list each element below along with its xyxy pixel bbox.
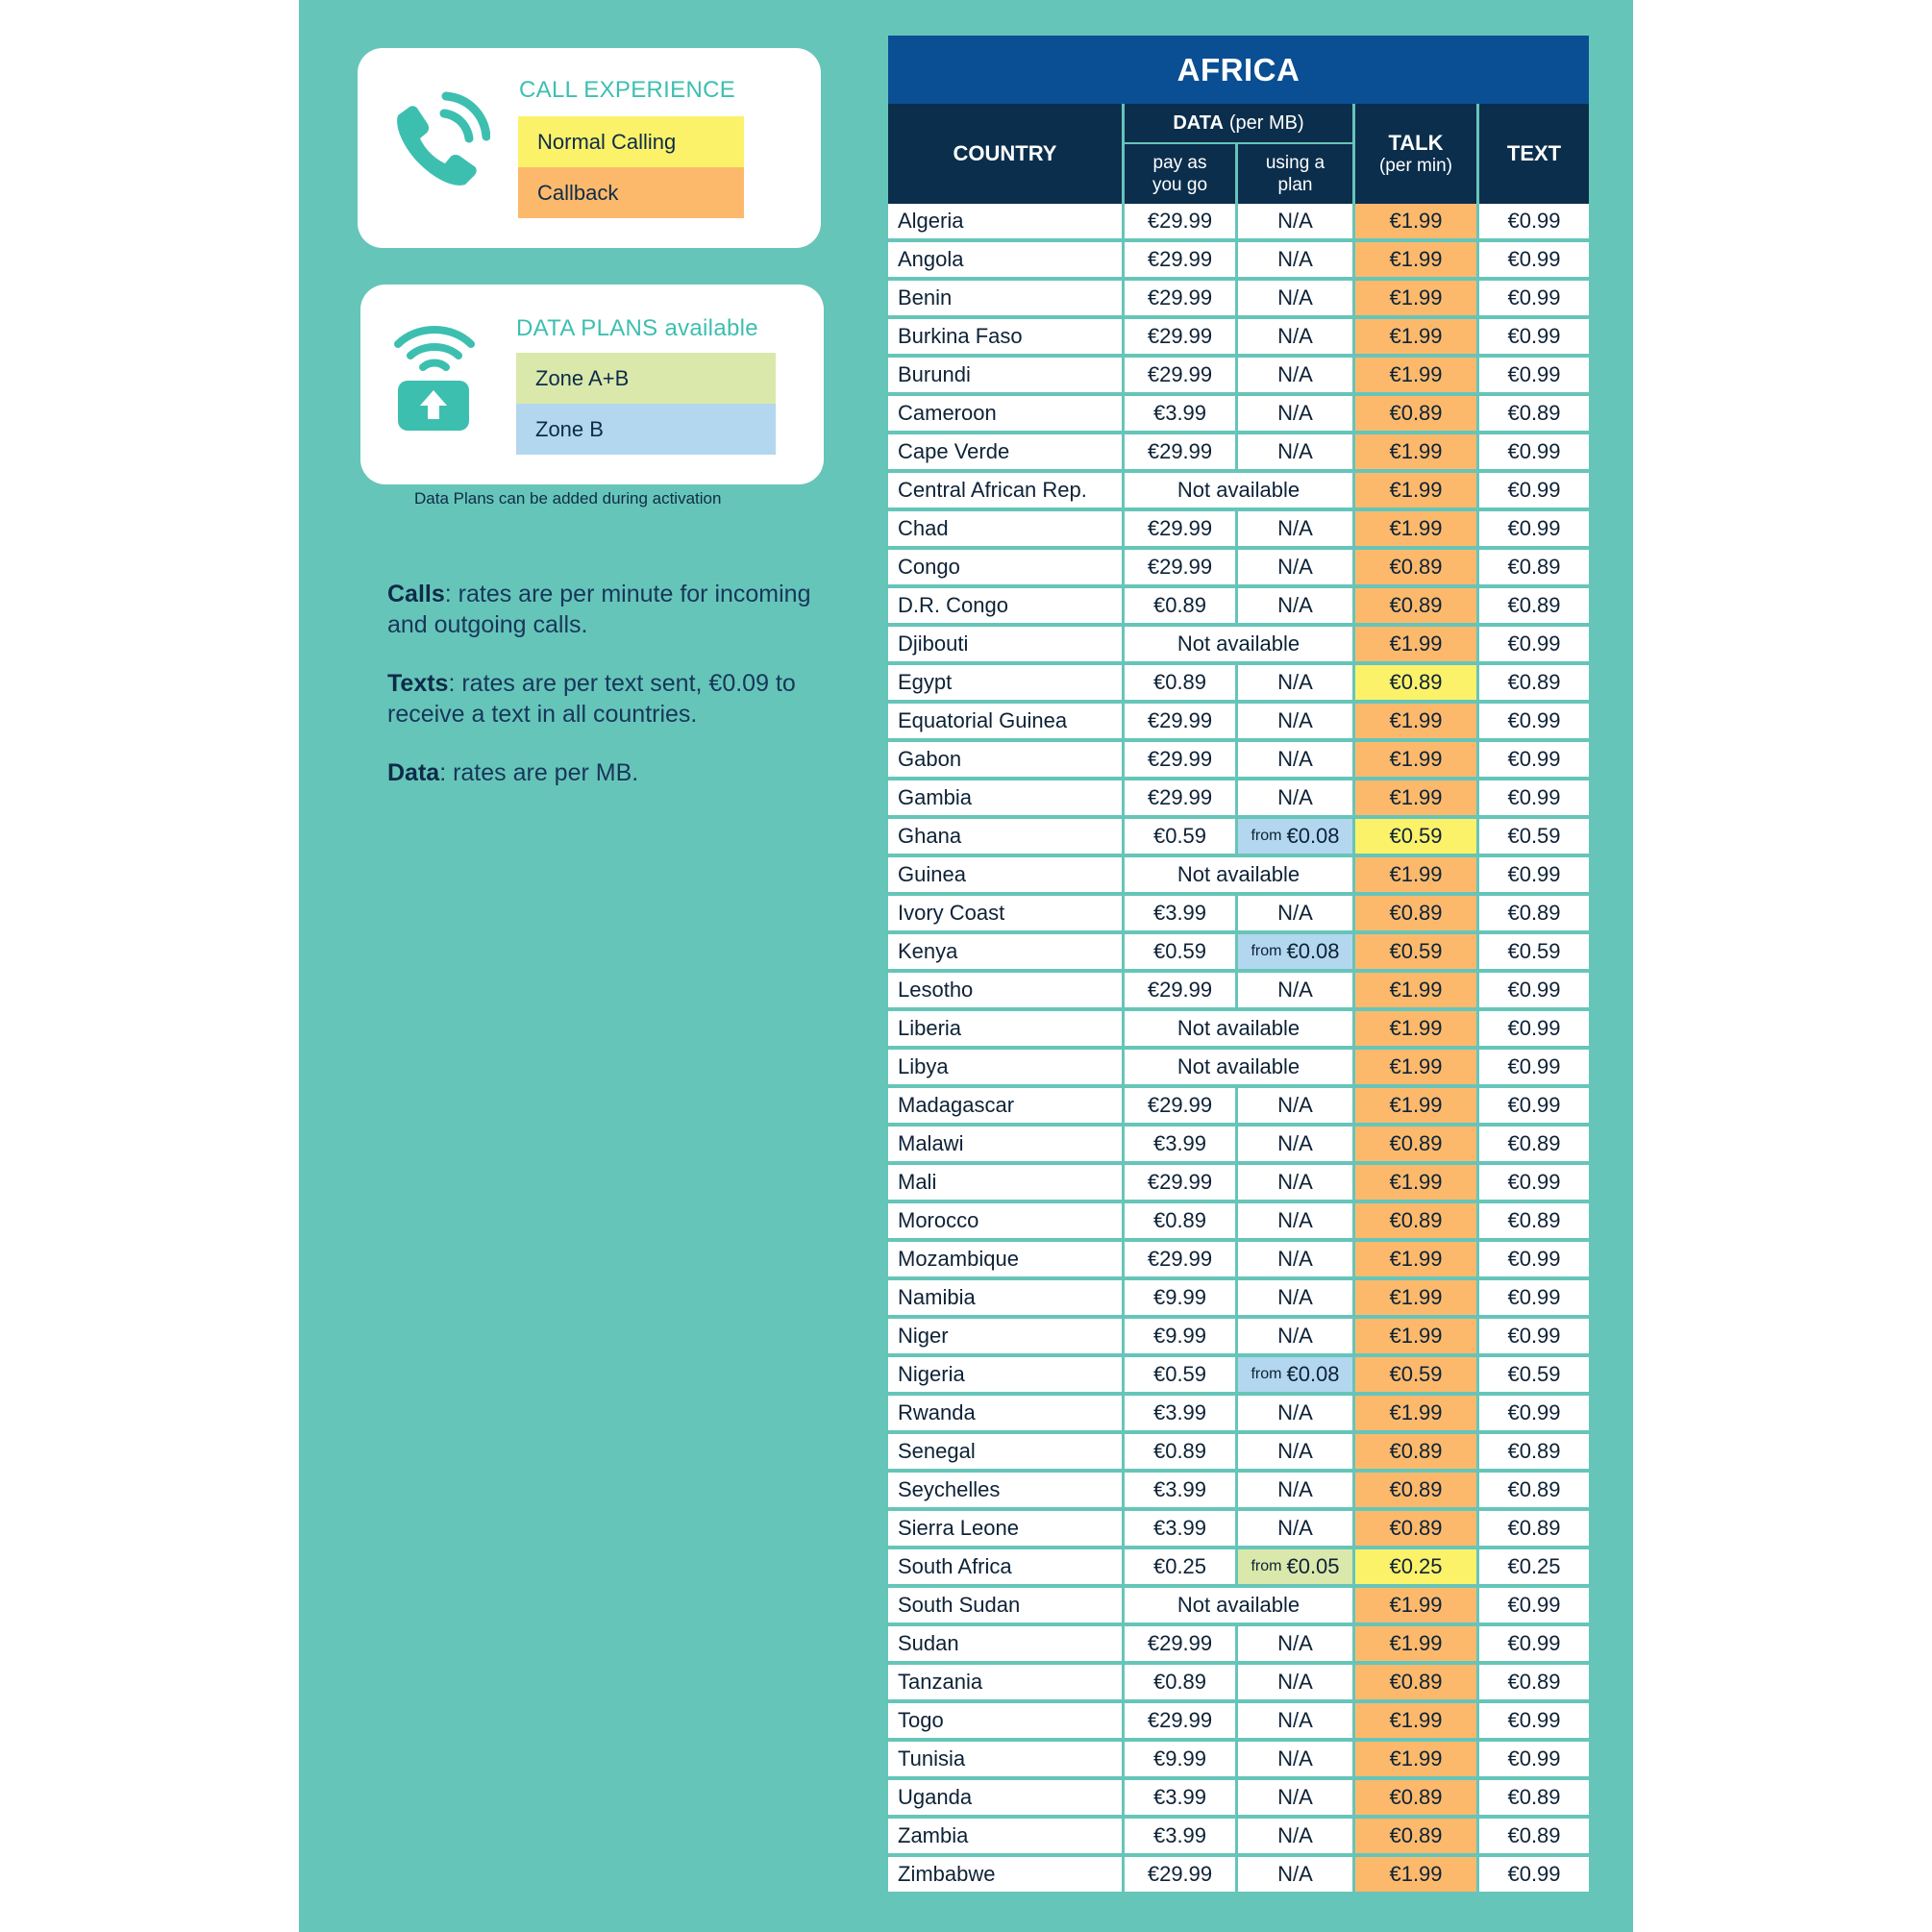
cell-country: Zambia <box>888 1819 1122 1853</box>
cell-using-a-plan: N/A <box>1238 1703 1352 1738</box>
note-texts-text: : rates are per text sent, €0.09 to receive a text in all countries. <box>387 670 796 728</box>
note-data <box>387 757 839 788</box>
cell-country: Niger <box>888 1319 1122 1353</box>
table-title: AFRICA <box>888 36 1589 104</box>
cell-country: Gambia <box>888 780 1122 815</box>
cell-using-a-plan: N/A <box>1238 1819 1352 1853</box>
cell-pay-as-you-go: €3.99 <box>1125 396 1235 431</box>
cell-text: €0.59 <box>1479 934 1589 969</box>
note-calls-term: Calls <box>387 581 445 607</box>
cell-text: €0.89 <box>1479 1203 1589 1238</box>
cell-talk: €0.89 <box>1355 550 1476 584</box>
cell-country: Congo <box>888 550 1122 584</box>
cell-talk: €0.89 <box>1355 1473 1476 1507</box>
cell-country: Rwanda <box>888 1396 1122 1430</box>
cell-text: €0.89 <box>1479 896 1589 930</box>
cell-pay-as-you-go: €3.99 <box>1125 896 1235 930</box>
cell-pay-as-you-go: €29.99 <box>1125 204 1235 238</box>
cell-text: €0.99 <box>1479 1588 1589 1622</box>
cell-talk: €0.59 <box>1355 1357 1476 1392</box>
table-row <box>888 396 1589 431</box>
from-label: from <box>1251 943 1282 959</box>
note-data-term: Data <box>387 759 440 786</box>
table-row <box>888 780 1589 815</box>
cell-talk: €1.99 <box>1355 857 1476 892</box>
cell-country: Senegal <box>888 1434 1122 1469</box>
cell-pay-as-you-go: €9.99 <box>1125 1280 1235 1315</box>
cell-pay-as-you-go: €3.99 <box>1125 1780 1235 1815</box>
cell-using-a-plan: N/A <box>1238 319 1352 354</box>
cell-pay-as-you-go: €0.89 <box>1125 1665 1235 1699</box>
cell-country: Mali <box>888 1165 1122 1200</box>
cell-talk: €0.89 <box>1355 588 1476 623</box>
cell-using-a-plan: N/A <box>1238 242 1352 277</box>
cell-text: €0.89 <box>1479 550 1589 584</box>
cell-talk: €1.99 <box>1355 204 1476 238</box>
cell-data-not-available: Not available <box>1125 1050 1352 1084</box>
cell-talk: €1.99 <box>1355 434 1476 469</box>
cell-pay-as-you-go: €9.99 <box>1125 1742 1235 1776</box>
cell-using-a-plan: N/A <box>1238 1434 1352 1469</box>
table-row <box>888 1588 1589 1622</box>
cell-pay-as-you-go: €29.99 <box>1125 1857 1235 1892</box>
header-pay-as-you-go: pay as you go <box>1125 144 1235 204</box>
table-row <box>888 1742 1589 1776</box>
cell-country: Lesotho <box>888 973 1122 1007</box>
table-row <box>888 896 1589 930</box>
cell-text: €0.99 <box>1479 973 1589 1007</box>
cell-country: Zimbabwe <box>888 1857 1122 1892</box>
table-row <box>888 204 1589 238</box>
plan-rate: €0.08 <box>1286 824 1340 848</box>
cell-country: Angola <box>888 242 1122 277</box>
header-text: TEXT <box>1479 104 1589 204</box>
table-row <box>888 627 1589 661</box>
cell-data-not-available: Not available <box>1125 857 1352 892</box>
cell-text: €0.89 <box>1479 396 1589 431</box>
note-calls <box>387 579 839 640</box>
cell-country: Malawi <box>888 1127 1122 1161</box>
cell-using-a-plan <box>1238 1357 1352 1392</box>
cell-text: €0.89 <box>1479 1434 1589 1469</box>
table-row <box>888 1203 1589 1238</box>
table-row <box>888 1165 1589 1200</box>
cell-talk: €1.99 <box>1355 1626 1476 1661</box>
cell-pay-as-you-go: €0.25 <box>1125 1549 1235 1584</box>
cell-talk: €0.59 <box>1355 934 1476 969</box>
note-texts-term: Texts <box>387 670 449 697</box>
cell-country: Guinea <box>888 857 1122 892</box>
table-row <box>888 511 1589 546</box>
table-row <box>888 1280 1589 1315</box>
table-row <box>888 588 1589 623</box>
cell-country: Ivory Coast <box>888 896 1122 930</box>
table-row <box>888 1011 1589 1046</box>
table-row <box>888 1127 1589 1161</box>
cell-text: €0.89 <box>1479 1780 1589 1815</box>
cell-talk: €1.99 <box>1355 511 1476 546</box>
cell-using-a-plan: N/A <box>1238 1127 1352 1161</box>
cell-pay-as-you-go: €0.89 <box>1125 665 1235 700</box>
cell-country: Liberia <box>888 1011 1122 1046</box>
cell-talk: €1.99 <box>1355 780 1476 815</box>
cell-text: €0.99 <box>1479 1857 1589 1892</box>
table-row <box>888 1357 1589 1392</box>
cell-country: Libya <box>888 1050 1122 1084</box>
cell-text: €0.99 <box>1479 434 1589 469</box>
cell-text: €0.99 <box>1479 627 1589 661</box>
cell-pay-as-you-go: €3.99 <box>1125 1511 1235 1546</box>
cell-country: Uganda <box>888 1780 1122 1815</box>
cell-country: Benin <box>888 281 1122 315</box>
cell-pay-as-you-go: €29.99 <box>1125 242 1235 277</box>
cell-text: €0.99 <box>1479 1280 1589 1315</box>
cell-using-a-plan: N/A <box>1238 1280 1352 1315</box>
cell-talk: €1.99 <box>1355 1242 1476 1276</box>
note-calls-text: : rates are per minute for incoming and outgoing calls. <box>387 581 811 638</box>
cell-country: South Africa <box>888 1549 1122 1584</box>
table-row <box>888 1549 1589 1584</box>
cell-using-a-plan: N/A <box>1238 1665 1352 1699</box>
cell-text: €0.99 <box>1479 473 1589 508</box>
header-using-a-plan: using a plan <box>1238 144 1352 204</box>
cell-country: Tunisia <box>888 1742 1122 1776</box>
cell-talk: €1.99 <box>1355 1088 1476 1123</box>
cell-using-a-plan: N/A <box>1238 550 1352 584</box>
cell-pay-as-you-go: €0.59 <box>1125 934 1235 969</box>
cell-text: €0.99 <box>1479 780 1589 815</box>
header-talk <box>1355 104 1476 204</box>
cell-talk: €1.99 <box>1355 242 1476 277</box>
legend-zone-b: Zone B <box>516 404 776 455</box>
header-data-label: DATA <box>1173 111 1224 134</box>
cell-country: Equatorial Guinea <box>888 704 1122 738</box>
cell-using-a-plan: N/A <box>1238 358 1352 392</box>
table-row <box>888 665 1589 700</box>
table-row <box>888 934 1589 969</box>
cell-pay-as-you-go: €29.99 <box>1125 704 1235 738</box>
cell-talk: €1.99 <box>1355 1703 1476 1738</box>
cell-country: Djibouti <box>888 627 1122 661</box>
wifi-upload-icon <box>393 323 476 434</box>
cell-talk: €0.89 <box>1355 1819 1476 1853</box>
cell-talk: €1.99 <box>1355 1857 1476 1892</box>
cell-using-a-plan: N/A <box>1238 704 1352 738</box>
cell-country: Gabon <box>888 742 1122 777</box>
cell-data-not-available: Not available <box>1125 627 1352 661</box>
cell-talk: €1.99 <box>1355 1396 1476 1430</box>
cell-text: €0.25 <box>1479 1549 1589 1584</box>
cell-using-a-plan: N/A <box>1238 1165 1352 1200</box>
cell-pay-as-you-go: €3.99 <box>1125 1127 1235 1161</box>
cell-text: €0.99 <box>1479 1703 1589 1738</box>
table-row <box>888 434 1589 469</box>
cell-text: €0.89 <box>1479 1511 1589 1546</box>
cell-data-not-available: Not available <box>1125 473 1352 508</box>
cell-using-a-plan: N/A <box>1238 973 1352 1007</box>
cell-country: Togo <box>888 1703 1122 1738</box>
cell-text: €0.89 <box>1479 1473 1589 1507</box>
legend-callback: Callback <box>518 167 744 218</box>
note-texts <box>387 668 839 730</box>
cell-pay-as-you-go: €3.99 <box>1125 1819 1235 1853</box>
cell-using-a-plan: N/A <box>1238 1626 1352 1661</box>
header-talk-unit: (per min) <box>1378 156 1452 176</box>
table-row <box>888 1511 1589 1546</box>
cell-talk: €1.99 <box>1355 473 1476 508</box>
cell-using-a-plan: N/A <box>1238 1473 1352 1507</box>
cell-using-a-plan: N/A <box>1238 1780 1352 1815</box>
cell-using-a-plan: N/A <box>1238 1742 1352 1776</box>
cell-talk: €1.99 <box>1355 1319 1476 1353</box>
table-row <box>888 1473 1589 1507</box>
cell-text: €0.89 <box>1479 588 1589 623</box>
from-label: from <box>1251 1366 1282 1382</box>
cell-country: Cape Verde <box>888 434 1122 469</box>
cell-text: €0.89 <box>1479 1665 1589 1699</box>
cell-country: Burundi <box>888 358 1122 392</box>
cell-pay-as-you-go: €29.99 <box>1125 1703 1235 1738</box>
header-country: COUNTRY <box>888 104 1122 204</box>
cell-using-a-plan <box>1238 934 1352 969</box>
cell-pay-as-you-go: €29.99 <box>1125 1088 1235 1123</box>
cell-using-a-plan: N/A <box>1238 896 1352 930</box>
cell-text: €0.99 <box>1479 1742 1589 1776</box>
table-row <box>888 1819 1589 1853</box>
table-row <box>888 242 1589 277</box>
cell-talk: €1.99 <box>1355 973 1476 1007</box>
cell-talk: €1.99 <box>1355 1280 1476 1315</box>
cell-text: €0.99 <box>1479 1050 1589 1084</box>
data-plans-card <box>360 285 824 484</box>
cell-talk: €0.59 <box>1355 819 1476 854</box>
header-data <box>1125 104 1352 142</box>
header-data-unit: (per MB) <box>1228 111 1304 134</box>
cell-using-a-plan: N/A <box>1238 1319 1352 1353</box>
from-label: from <box>1251 828 1282 844</box>
cell-text: €0.99 <box>1479 242 1589 277</box>
cell-text: €0.99 <box>1479 1319 1589 1353</box>
cell-text: €0.99 <box>1479 1396 1589 1430</box>
table-row <box>888 358 1589 392</box>
cell-using-a-plan: N/A <box>1238 780 1352 815</box>
cell-pay-as-you-go: €3.99 <box>1125 1473 1235 1507</box>
cell-using-a-plan: N/A <box>1238 511 1352 546</box>
cell-country: Central African Rep. <box>888 473 1122 508</box>
plan-rate: €0.05 <box>1286 1554 1340 1578</box>
table-row <box>888 1088 1589 1123</box>
cell-pay-as-you-go: €0.89 <box>1125 588 1235 623</box>
cell-talk: €1.99 <box>1355 627 1476 661</box>
rate-notes <box>387 579 839 816</box>
table-row <box>888 1703 1589 1738</box>
cell-pay-as-you-go: €29.99 <box>1125 1165 1235 1200</box>
cell-country: Egypt <box>888 665 1122 700</box>
cell-country: Sierra Leone <box>888 1511 1122 1546</box>
call-experience-card <box>358 48 821 248</box>
cell-pay-as-you-go: €0.59 <box>1125 819 1235 854</box>
cell-talk: €1.99 <box>1355 1011 1476 1046</box>
cell-using-a-plan: N/A <box>1238 434 1352 469</box>
table-row <box>888 281 1589 315</box>
cell-text: €0.89 <box>1479 1819 1589 1853</box>
cell-pay-as-you-go: €29.99 <box>1125 973 1235 1007</box>
cell-text: €0.99 <box>1479 1011 1589 1046</box>
cell-country: Morocco <box>888 1203 1122 1238</box>
cell-pay-as-you-go: €0.89 <box>1125 1434 1235 1469</box>
cell-talk: €1.99 <box>1355 1165 1476 1200</box>
cell-talk: €1.99 <box>1355 1588 1476 1622</box>
cell-talk: €0.89 <box>1355 1665 1476 1699</box>
data-plans-title: DATA PLANS available <box>516 315 758 341</box>
cell-pay-as-you-go: €29.99 <box>1125 550 1235 584</box>
cell-text: €0.99 <box>1479 1242 1589 1276</box>
table-row <box>888 319 1589 354</box>
plan-rate: €0.08 <box>1286 1362 1340 1386</box>
table-row <box>888 857 1589 892</box>
cell-country: D.R. Congo <box>888 588 1122 623</box>
cell-text: €0.99 <box>1479 281 1589 315</box>
cell-using-a-plan: N/A <box>1238 1088 1352 1123</box>
cell-country: Ghana <box>888 819 1122 854</box>
cell-country: Cameroon <box>888 396 1122 431</box>
cell-talk: €0.89 <box>1355 1780 1476 1815</box>
cell-pay-as-you-go: €29.99 <box>1125 281 1235 315</box>
cell-text: €0.59 <box>1479 1357 1589 1392</box>
cell-pay-as-you-go: €29.99 <box>1125 319 1235 354</box>
phone-calling-icon <box>384 88 490 194</box>
cell-country: Algeria <box>888 204 1122 238</box>
cell-text: €0.99 <box>1479 1626 1589 1661</box>
cell-text: €0.99 <box>1479 857 1589 892</box>
table-row <box>888 1857 1589 1892</box>
cell-pay-as-you-go: €29.99 <box>1125 358 1235 392</box>
cell-talk: €1.99 <box>1355 1742 1476 1776</box>
note-data-text: : rates are per MB. <box>439 759 639 786</box>
table-row <box>888 819 1589 854</box>
table-row <box>888 1780 1589 1815</box>
cell-using-a-plan: N/A <box>1238 742 1352 777</box>
cell-pay-as-you-go: €29.99 <box>1125 742 1235 777</box>
cell-country: Kenya <box>888 934 1122 969</box>
cell-text: €0.99 <box>1479 1165 1589 1200</box>
header-talk-label: TALK <box>1388 131 1444 155</box>
cell-country: Seychelles <box>888 1473 1122 1507</box>
table-row <box>888 1665 1589 1699</box>
cell-using-a-plan: N/A <box>1238 1242 1352 1276</box>
cell-talk: €0.25 <box>1355 1549 1476 1584</box>
cell-talk: €0.89 <box>1355 665 1476 700</box>
cell-talk: €0.89 <box>1355 1203 1476 1238</box>
cell-pay-as-you-go: €29.99 <box>1125 1626 1235 1661</box>
cell-pay-as-you-go: €29.99 <box>1125 434 1235 469</box>
cell-talk: €0.89 <box>1355 1434 1476 1469</box>
cell-using-a-plan: N/A <box>1238 204 1352 238</box>
cell-talk: €1.99 <box>1355 742 1476 777</box>
cell-using-a-plan: N/A <box>1238 396 1352 431</box>
cell-country: Namibia <box>888 1280 1122 1315</box>
cell-country: Sudan <box>888 1626 1122 1661</box>
cell-using-a-plan: N/A <box>1238 1203 1352 1238</box>
cell-text: €0.99 <box>1479 511 1589 546</box>
legend-normal-calling: Normal Calling <box>518 116 744 167</box>
cell-using-a-plan: N/A <box>1238 1857 1352 1892</box>
call-experience-title: CALL EXPERIENCE <box>519 77 736 103</box>
table-row <box>888 1434 1589 1469</box>
cell-country: Mozambique <box>888 1242 1122 1276</box>
cell-text: €0.99 <box>1479 742 1589 777</box>
cell-using-a-plan <box>1238 1549 1352 1584</box>
cell-using-a-plan: N/A <box>1238 281 1352 315</box>
from-label: from <box>1251 1558 1282 1574</box>
cell-country: Madagascar <box>888 1088 1122 1123</box>
table-row <box>888 1396 1589 1430</box>
cell-pay-as-you-go: €29.99 <box>1125 780 1235 815</box>
cell-country: Chad <box>888 511 1122 546</box>
cell-using-a-plan: N/A <box>1238 588 1352 623</box>
cell-talk: €1.99 <box>1355 358 1476 392</box>
cell-talk: €1.99 <box>1355 704 1476 738</box>
cell-talk: €1.99 <box>1355 1050 1476 1084</box>
cell-talk: €1.99 <box>1355 281 1476 315</box>
cell-text: €0.99 <box>1479 204 1589 238</box>
table-row <box>888 742 1589 777</box>
table-row <box>888 1626 1589 1661</box>
table-row <box>888 1319 1589 1353</box>
cell-text: €0.99 <box>1479 704 1589 738</box>
cell-using-a-plan: N/A <box>1238 1396 1352 1430</box>
table-row <box>888 550 1589 584</box>
cell-talk: €0.89 <box>1355 1127 1476 1161</box>
cell-text: €0.99 <box>1479 1088 1589 1123</box>
cell-pay-as-you-go: €0.59 <box>1125 1357 1235 1392</box>
cell-pay-as-you-go: €9.99 <box>1125 1319 1235 1353</box>
cell-text: €0.99 <box>1479 319 1589 354</box>
cell-text: €0.89 <box>1479 1127 1589 1161</box>
table-row <box>888 704 1589 738</box>
cell-talk: €0.89 <box>1355 896 1476 930</box>
table-row <box>888 1050 1589 1084</box>
cell-using-a-plan <box>1238 819 1352 854</box>
cell-talk: €0.89 <box>1355 1511 1476 1546</box>
table-row <box>888 473 1589 508</box>
cell-pay-as-you-go: €29.99 <box>1125 511 1235 546</box>
cell-pay-as-you-go: €0.89 <box>1125 1203 1235 1238</box>
cell-pay-as-you-go: €3.99 <box>1125 1396 1235 1430</box>
table-row <box>888 973 1589 1007</box>
cell-text: €0.59 <box>1479 819 1589 854</box>
cell-country: Burkina Faso <box>888 319 1122 354</box>
cell-using-a-plan: N/A <box>1238 1511 1352 1546</box>
cell-talk: €0.89 <box>1355 396 1476 431</box>
cell-talk: €1.99 <box>1355 319 1476 354</box>
data-plans-footnote: Data Plans can be added during activation <box>414 489 722 508</box>
plan-rate: €0.08 <box>1286 939 1340 963</box>
cell-country: Tanzania <box>888 1665 1122 1699</box>
cell-country: South Sudan <box>888 1588 1122 1622</box>
legend-zone-a-b: Zone A+B <box>516 353 776 404</box>
cell-pay-as-you-go: €29.99 <box>1125 1242 1235 1276</box>
cell-text: €0.89 <box>1479 665 1589 700</box>
cell-using-a-plan: N/A <box>1238 665 1352 700</box>
cell-text: €0.99 <box>1479 358 1589 392</box>
table-row <box>888 1242 1589 1276</box>
cell-data-not-available: Not available <box>1125 1588 1352 1622</box>
cell-country: Nigeria <box>888 1357 1122 1392</box>
cell-data-not-available: Not available <box>1125 1011 1352 1046</box>
